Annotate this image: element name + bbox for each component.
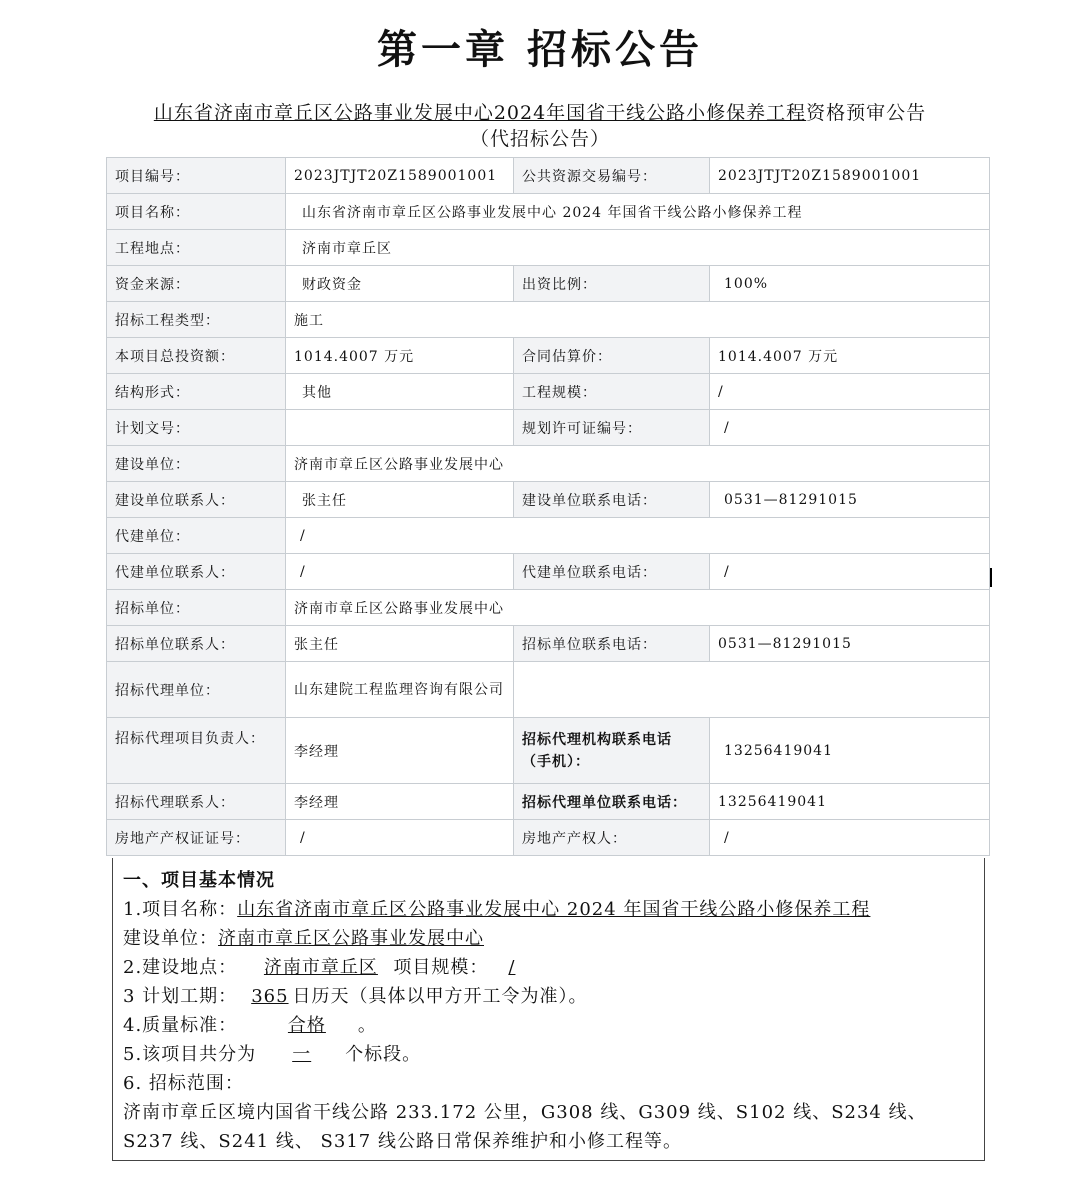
scale-label: 工程规模： [514, 374, 710, 410]
line-prefix: 5.该项目共分为 [123, 1044, 257, 1065]
text-cursor [990, 568, 992, 587]
agency-mobile-value: 13256419041 [710, 718, 990, 784]
table-row [107, 338, 990, 374]
section-heading: 一、项目基本情况 [123, 870, 275, 891]
table-row [107, 662, 990, 718]
line-suffix: 。 [357, 1015, 377, 1036]
chapter-title: 第一章 招标公告 [377, 26, 703, 73]
agency-contact-value: 李经理 [286, 784, 514, 820]
agent-builder-phone-value: / [710, 554, 990, 590]
project-no-value: 2023JTJT20Z1589001001 [286, 158, 514, 194]
structure-value: 其他 [286, 374, 514, 410]
info-paragraph: 济南市章丘区境内国省干线公路 233.172 公里，G308 线、G309 线、S102 线、S234 线、S237 线、S241 线、 S317 线公路日常保养维护和小修工程等。 [123, 1102, 927, 1152]
project-basic-info [112, 858, 985, 1161]
agent-builder-value: / [286, 518, 990, 554]
total-invest-label: 本项目总投资额： [107, 338, 286, 374]
table-row [107, 194, 990, 230]
agency-empty-cell [514, 662, 990, 718]
project-name-value: 山东省济南市章丘区公路事业发展中心 2024 年国省干线公路小修保养工程 [286, 194, 990, 230]
table-row [107, 554, 990, 590]
table-row [107, 820, 990, 856]
line-value: 济南市章丘区 [263, 957, 378, 978]
tenderer-phone-label: 招标单位联系电话： [514, 626, 710, 662]
table-row [107, 374, 990, 410]
info-line [123, 1040, 974, 1069]
notice-title-line2: （代招标公告） [469, 128, 610, 150]
line-value: 一 [292, 1044, 312, 1065]
line-suffix: 日历天（具体以甲方开工令为准）。 [292, 986, 588, 1007]
property-owner-label: 房地产产权人： [514, 820, 710, 856]
table-row [107, 446, 990, 482]
permit-label: 规划许可证编号： [514, 410, 710, 446]
fund-source-value: 财政资金 [286, 266, 514, 302]
info-line [123, 982, 974, 1011]
table-row [107, 230, 990, 266]
line-prefix: 建设单位： [123, 928, 218, 949]
agency-value: 山东建院工程监理咨询有限公司 [286, 662, 514, 718]
property-cert-label: 房地产产权证证号： [107, 820, 286, 856]
line-prefix: 1.项目名称： [123, 899, 238, 920]
line-suffix: 个标段。 [345, 1044, 422, 1065]
table-row [107, 590, 990, 626]
table-row [107, 158, 990, 194]
agency-label: 招标代理单位： [107, 662, 286, 718]
scale-value: / [710, 374, 990, 410]
owner-phone-value: 0531—81291015 [710, 482, 990, 518]
tender-type-label: 招标工程类型： [107, 302, 286, 338]
table-row [107, 784, 990, 820]
table-row [107, 302, 990, 338]
agency-pm-label: 招标代理项目负责人： [107, 718, 286, 784]
property-cert-value: / [286, 820, 514, 856]
plan-doc-label: 计划文号： [107, 410, 286, 446]
site-label: 工程地点： [107, 230, 286, 266]
line-value: 365 [251, 986, 289, 1007]
agent-builder-contact-label: 代建单位联系人： [107, 554, 286, 590]
owner-value: 济南市章丘区公路事业发展中心 [286, 446, 990, 482]
trade-no-value: 2023JTJT20Z1589001001 [710, 158, 990, 194]
site-value: 济南市章丘区 [286, 230, 990, 266]
fund-ratio-label: 出资比例： [514, 266, 710, 302]
line-prefix: 3 计划工期： [123, 986, 238, 1007]
fund-source-label: 资金来源： [107, 266, 286, 302]
agency-pm-value: 李经理 [286, 718, 514, 784]
line-value: 济南市章丘区公路事业发展中心 [218, 928, 484, 949]
plan-doc-value [286, 410, 514, 446]
owner-contact-value: 张主任 [286, 482, 514, 518]
owner-phone-label: 建设单位联系电话： [514, 482, 710, 518]
owner-contact-label: 建设单位联系人： [107, 482, 286, 518]
info-line [123, 953, 974, 982]
agency-mobile-label: 招标代理机构联系电话（手机）： [514, 718, 710, 784]
table-row [107, 718, 990, 784]
table-row [107, 410, 990, 446]
permit-value: / [710, 410, 990, 446]
table-row [107, 266, 990, 302]
agency-phone-value: 13256419041 [710, 784, 990, 820]
agent-builder-contact-value: / [286, 554, 514, 590]
table-row [107, 626, 990, 662]
agent-builder-phone-label: 代建单位联系电话： [514, 554, 710, 590]
table-row [107, 482, 990, 518]
agency-contact-label: 招标代理联系人： [107, 784, 286, 820]
info-line [123, 895, 974, 924]
tenderer-contact-value: 张主任 [286, 626, 514, 662]
line-prefix: 项目规模： [393, 957, 489, 978]
line-prefix: 2.建设地点： [123, 957, 238, 978]
info-line: 6. 招标范围： [123, 1073, 244, 1094]
project-info-table [106, 157, 990, 856]
project-name-label: 项目名称： [107, 194, 286, 230]
info-line [123, 1011, 974, 1040]
line-value: / [508, 957, 516, 978]
tender-type-value: 施工 [286, 302, 990, 338]
total-invest-value: 1014.4007 万元 [286, 338, 514, 374]
notice-title-rest: 资格预审公告 [806, 102, 927, 124]
notice-subtitle [0, 100, 1080, 152]
structure-label: 结构形式： [107, 374, 286, 410]
property-owner-value: / [710, 820, 990, 856]
line-value: 合格 [287, 1015, 326, 1036]
info-line [123, 924, 974, 953]
project-no-label: 项目编号： [107, 158, 286, 194]
tenderer-value: 济南市章丘区公路事业发展中心 [286, 590, 990, 626]
owner-label: 建设单位： [107, 446, 286, 482]
tenderer-phone-value: 0531—81291015 [710, 626, 990, 662]
contract-price-label: 合同估算价： [514, 338, 710, 374]
line-value: 山东省济南市章丘区公路事业发展中心 2024 年国省干线公路小修保养工程 [237, 899, 871, 920]
agent-builder-label: 代建单位： [107, 518, 286, 554]
contract-price-value: 1014.4007 万元 [710, 338, 990, 374]
fund-ratio-value: 100% [710, 266, 990, 302]
trade-no-label: 公共资源交易编号： [514, 158, 710, 194]
tenderer-contact-label: 招标单位联系人： [107, 626, 286, 662]
agency-phone-label: 招标代理单位联系电话： [514, 784, 710, 820]
tenderer-label: 招标单位： [107, 590, 286, 626]
line-prefix: 4.质量标准： [123, 1015, 238, 1036]
table-row [107, 518, 990, 554]
notice-title-underlined: 山东省济南市章丘区公路事业发展中心2024年国省干线公路小修保养工程 [153, 102, 807, 124]
